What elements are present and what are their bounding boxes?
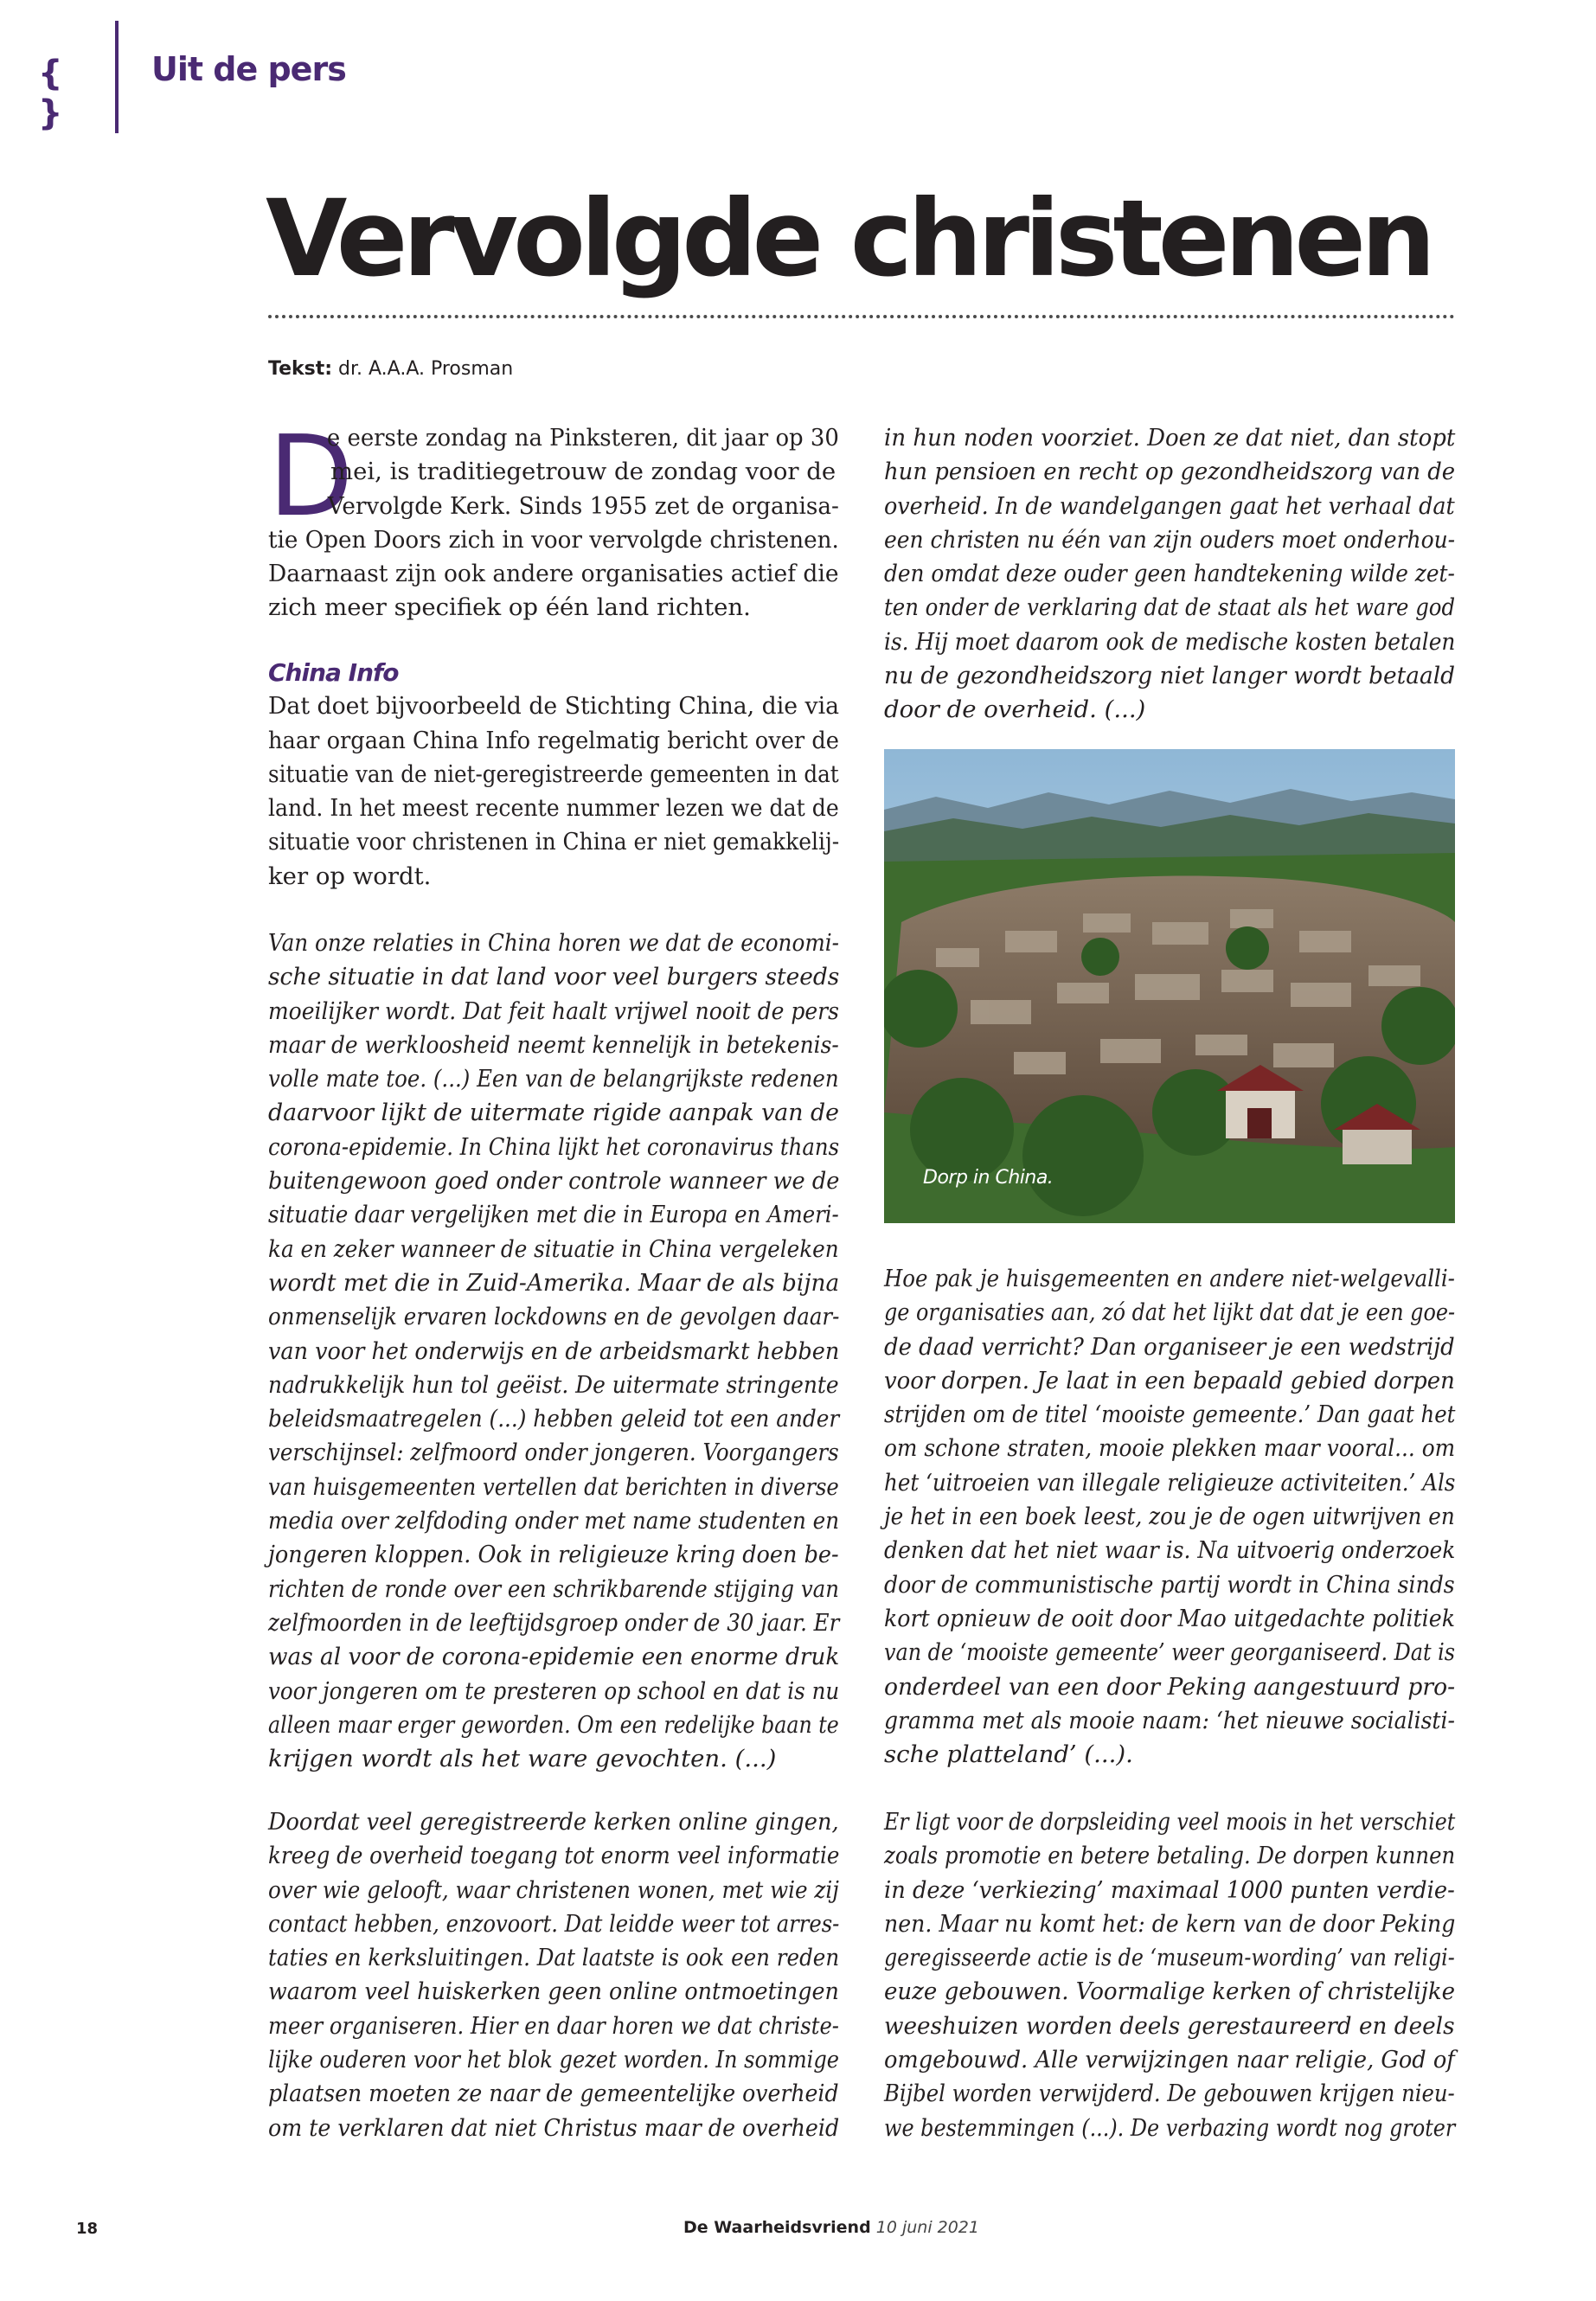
page-number: 18 xyxy=(76,2220,99,2238)
text-line: om schone straten, mooie plekken maar vooral... om xyxy=(884,1434,1456,1463)
text-line: onderdeel van een door Peking aangestuurd pro- xyxy=(884,1672,1456,1701)
publication-date: 10 juni 2021 xyxy=(875,2218,979,2237)
text-line: lijke ouderen voor het blok gezet worden. In sommige xyxy=(268,2046,840,2074)
text-line: om te verklaren dat niet Christus maar de overheid xyxy=(268,2113,840,2142)
text-line: van voor het onderwijs en de arbeidsmarkt hebben xyxy=(268,1336,840,1365)
text-line: weeshuizen worden deels gerestaureerd en deels xyxy=(884,2011,1455,2040)
byline-author: dr. A.A.A. Prosman xyxy=(338,358,514,380)
text-line: maar de werkloosheid neemt kennelijk in betekenis- xyxy=(268,1030,839,1059)
text-line: Van onze relaties in China horen we dat de economi- xyxy=(268,929,840,957)
text-line: Vervolgde Kerk. Sinds 1955 zet de organisa- xyxy=(327,491,839,520)
text-line: meer organiseren. Hier en daar horen we dat christe- xyxy=(268,2011,839,2040)
quote-paragraph-2 xyxy=(268,1805,839,2145)
text-line: situatie daar vergelijken met die in Europa en Ameri- xyxy=(268,1201,839,1229)
text-line: zelfmoorden in de leeftijdsgroep onder de 30 jaar. Er xyxy=(268,1608,840,1637)
text-line: je het in een boek leest, zou je de ogen uitwrijven en xyxy=(884,1503,1455,1531)
text-line: sche platteland’ (...). xyxy=(884,1740,1133,1769)
footer-publication xyxy=(683,2218,979,2237)
text-line: geregisseerde actie is de ‘museum-wording’ van religi- xyxy=(884,1944,1455,1972)
text-line: onmenselijk ervaren lockdowns en de gevolgen daar- xyxy=(268,1303,840,1331)
curly-braces-icon: { } xyxy=(38,54,67,133)
text-line: alleen maar erger geworden. Om een redelijke baan te xyxy=(268,1710,839,1739)
text-line: beleidsmaatregelen (...) hebben geleid tot een ander xyxy=(268,1405,840,1433)
byline xyxy=(268,358,513,380)
text-line: buitengewoon goed onder controle wanneer we de xyxy=(268,1167,840,1195)
text-line: taties en kerksluitingen. Dat laatste is ook een reden xyxy=(268,1944,840,1972)
text-line: we bestemmingen (...). De verbazing wordt nog groter xyxy=(884,2113,1456,2142)
text-line: nadrukkelijk hun tol geëist. De uitermate stringente xyxy=(268,1370,839,1399)
text-line: ge organisaties aan, zó dat het lijkt dat dat je een goe- xyxy=(884,1298,1456,1327)
text-line: nen. Maar nu komt het: de kern van de door Peking xyxy=(884,1909,1456,1938)
text-line: Doordat veel geregistreerde kerken online gingen, xyxy=(268,1808,839,1836)
byline-label: Tekst: xyxy=(268,358,333,380)
text-line: is. Hij moet daarom ook de medische kosten betalen xyxy=(884,627,1456,656)
right-paragraph-3 xyxy=(884,1805,1455,2145)
text-line: e eerste zondag na Pinksteren, dit jaar op 30 xyxy=(326,424,839,452)
section-label: Uit de pers xyxy=(151,50,346,88)
quote-paragraph-1 xyxy=(268,926,839,1776)
text-line: verschijnsel: zelfmoord onder jongeren. Voorgangers xyxy=(268,1439,839,1467)
quote-continued xyxy=(884,421,1455,727)
text-line: sche situatie in dat land voor veel burgers steeds xyxy=(268,963,840,991)
text-line: over wie gelooft, waar christenen wonen, met wie zij xyxy=(268,1875,839,1904)
article-title: Vervolgde christenen xyxy=(266,177,1431,300)
text-line: volle mate toe. (...) Een van de belangrijkste redenen xyxy=(268,1065,839,1093)
text-line: overheid. In de wandelgangen gaat het verhaal dat xyxy=(884,491,1455,520)
text-line: gramma met als mooie naam: ‘het nieuwe socialisti- xyxy=(884,1706,1455,1734)
china-info-section xyxy=(268,656,839,894)
text-line: contact hebben, enzovoort. Dat leidde weer tot arres- xyxy=(268,1909,840,1938)
text-line: media over zelfdoding onder met name studenten en xyxy=(268,1507,840,1535)
text-line: strijden om de titel ‘mooiste gemeente.’ Dan gaat het xyxy=(884,1400,1456,1429)
header-divider xyxy=(115,21,119,133)
text-line: jongeren kloppen. Ook in religieuze kring doen be- xyxy=(268,1541,839,1569)
text-line: haar orgaan China Info regelmatig bericht over de xyxy=(268,726,839,754)
text-line: land. In het meest recente nummer lezen we dat de xyxy=(268,794,839,823)
text-line: ker op wordt. xyxy=(268,862,432,890)
text-line: zich meer specifiek op één land richten. xyxy=(268,593,751,622)
text-line: richten de ronde over een schrikbarende stijging van xyxy=(268,1574,839,1603)
intro-paragraph xyxy=(268,413,839,625)
text-line: moeilijker wordt. Dat feit haalt vrijwel nooit de pers xyxy=(268,997,839,1025)
text-line: in deze ‘verkiezing’ maximaal 1000 punten verdie- xyxy=(884,1875,1455,1904)
text-line: in hun noden voorziet. Doen ze dat niet, dan stopt xyxy=(884,424,1456,452)
text-line: nu de gezondheidszorg niet langer wordt betaald xyxy=(884,662,1456,690)
text-line: daarvoor lijkt de uitermate rigide aanpak van de xyxy=(268,1099,839,1127)
text-line: het ‘uitroeien van illegale religieuze activiteiten.’ Als xyxy=(884,1468,1456,1497)
text-line: kreeg de overheid toegang tot enorm veel informatie xyxy=(268,1842,840,1870)
text-line: hun pensioen en recht op gezondheidszorg van de xyxy=(884,458,1456,486)
text-line: voor jongeren om te presteren op school en dat is nu xyxy=(268,1676,840,1705)
text-line: den omdat deze ouder geen handtekening wilde zet- xyxy=(884,560,1455,588)
text-line: waarom veel huiskerken geen online ontmoetingen xyxy=(268,1977,839,2006)
dotted-divider xyxy=(268,315,1455,318)
text-line: omgebouwd. Alle verwijzingen naar religie, God of xyxy=(884,2046,1455,2074)
text-line: mei, is traditiegetrouw de zondag voor de xyxy=(330,458,836,486)
text-line: tie Open Doors zich in voor vervolgde christenen. xyxy=(268,525,839,554)
text-line: Hoe pak je huisgemeenten en andere niet-welgevalli- xyxy=(884,1265,1455,1292)
text-line: situatie van de niet-geregistreerde gemeenten in dat xyxy=(268,760,839,788)
text-line: een christen nu één van zijn ouders moet onderhou- xyxy=(884,525,1456,554)
text-line: van de ‘mooiste gemeente’ weer georganiseerd. Dat is xyxy=(884,1638,1456,1667)
publication-name: De Waarheidsvriend xyxy=(683,2218,871,2237)
text-line: Daarnaast zijn ook andere organisaties actief die xyxy=(268,560,839,588)
text-line: Bijbel worden verwijderd. De gebouwen krijgen nieu- xyxy=(884,2080,1455,2108)
text-line: ten onder de verklaring dat de staat als het ware god xyxy=(884,593,1456,622)
text-line: krijgen wordt als het ware gevochten. (...) xyxy=(268,1745,777,1773)
text-line: zoals promotie en betere betaling. De dorpen kunnen xyxy=(884,1842,1456,1870)
text-line: plaatsen moeten ze naar de gemeentelijke overheid xyxy=(268,2080,839,2108)
subheading: China Info xyxy=(268,658,399,687)
text-line: euze gebouwen. Voormalige kerken of christelijke xyxy=(884,1977,1456,2006)
text-line: van huisgemeenten vertellen dat berichten in diverse xyxy=(268,1472,839,1501)
right-paragraph-2 xyxy=(884,1262,1455,1772)
text-line: de daad verricht? Dan organiseer je een wedstrijd xyxy=(884,1332,1455,1361)
text-line: door de communistische partij wordt in China sinds xyxy=(884,1570,1455,1599)
photo-caption: Dorp in China. xyxy=(923,1167,1054,1189)
text-line: Er ligt voor de dorpsleiding veel moois in het verschiet xyxy=(884,1808,1456,1836)
text-line: denken dat het niet waar is. Na uitvoerig onderzoek xyxy=(884,1536,1456,1565)
drop-cap: D xyxy=(268,413,354,542)
text-line: wordt met die in Zuid-Amerika. Maar de als bijna xyxy=(268,1268,840,1297)
text-line: voor dorpen. Je laat in een bepaald gebied dorpen xyxy=(884,1366,1455,1394)
text-line: corona-epidemie. In China lijkt het coronavirus thans xyxy=(268,1132,840,1161)
text-line: kort opnieuw de ooit door Mao uitgedachte politiek xyxy=(884,1604,1455,1632)
text-line: situatie voor christenen in China er niet gemakkelij- xyxy=(268,828,840,856)
text-line: ka en zeker wanneer de situatie in China vergeleken xyxy=(268,1234,839,1263)
text-line: Dat doet bijvoorbeeld de Stichting China, die via xyxy=(268,692,840,721)
text-line: door de overheid. (...) xyxy=(884,695,1146,724)
village-photo xyxy=(884,749,1455,1223)
text-line: was al voor de corona-epidemie een enorme druk xyxy=(268,1643,840,1671)
